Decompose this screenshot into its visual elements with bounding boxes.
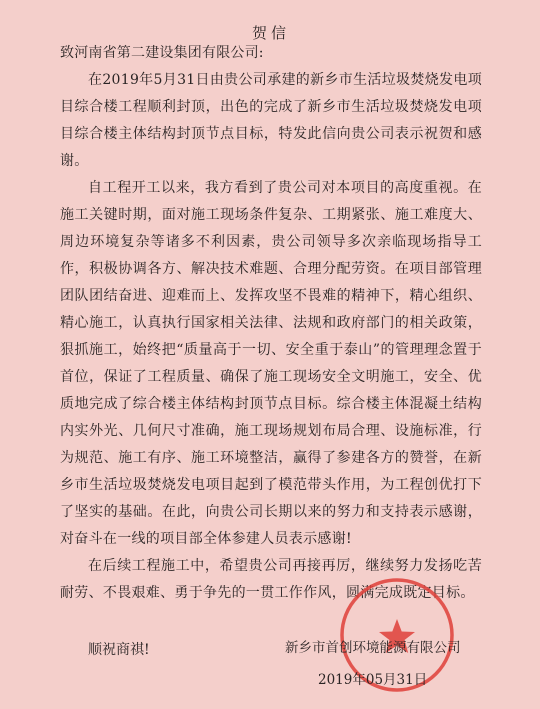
letter-date: 2019年05月31日 xyxy=(318,672,428,688)
letter-closing: 顺祝商祺! xyxy=(88,642,150,658)
letter-paragraph-2: 自工程开工以来，我方看到了贵公司对本项目的高度重视。在施工关键时期，面对施工现场条件复杂、工期紧张、施工难度大、周边环境复杂等诸多不利因素，贵公司领导多次亲临现场指导工作，积极协调各方、解决技术难题、合理分配劳资。在项目部管理团队团结奋进、迎难而上、发挥攻坚不畏难的精神下，精心组织、精心施工，认真执行国家相关法律、法规和政府部门的相关政策，狠抓施工，始终把“质量高于一切、安全重于泰山”的管理理念置于首位，保证了工程质量、确保了施工现场安全文明施工，安全、优质地完成了综合楼主体结构封顶节点目标。综合楼主体混凝土结构内实外光、几何尺寸准确，施工现场规划布局合理、设施标准，行为规范、施工有序、施工环境整洁，赢得了参建各方的赞誉，在新乡市生活垃圾焚烧发电项目起到了模范带头作用，为工程创优打下了坚实的基础。在此，向贵公司长期以来的努力和支持表示感谢，对奋斗在一线的项目部全体参建人员表示感谢! xyxy=(60,180,482,547)
letter-title: 贺信 xyxy=(251,24,290,42)
letter-paragraph-1: 在2019年5月31日由贵公司承建的新乡市生活垃圾焚烧发电项目综合楼工程顺利封顶，出色的完成了新乡市生活垃圾焚烧发电项目综合楼主体结构封顶节点目标，特发此信向贵公司表示祝贺和感谢。 xyxy=(60,72,482,169)
letter-signature: 新乡市首创环境能源有限公司 xyxy=(285,640,461,656)
letter-paragraph-3: 在后续工程施工中，希望贵公司再接再厉，继续努力发扬吃苦耐劳、不畏艰难、勇于争先的一贯工作作风，圆满完成既定目标。 xyxy=(60,558,482,601)
letter-greeting: 致河南省第二建设集团有限公司: xyxy=(60,45,264,61)
